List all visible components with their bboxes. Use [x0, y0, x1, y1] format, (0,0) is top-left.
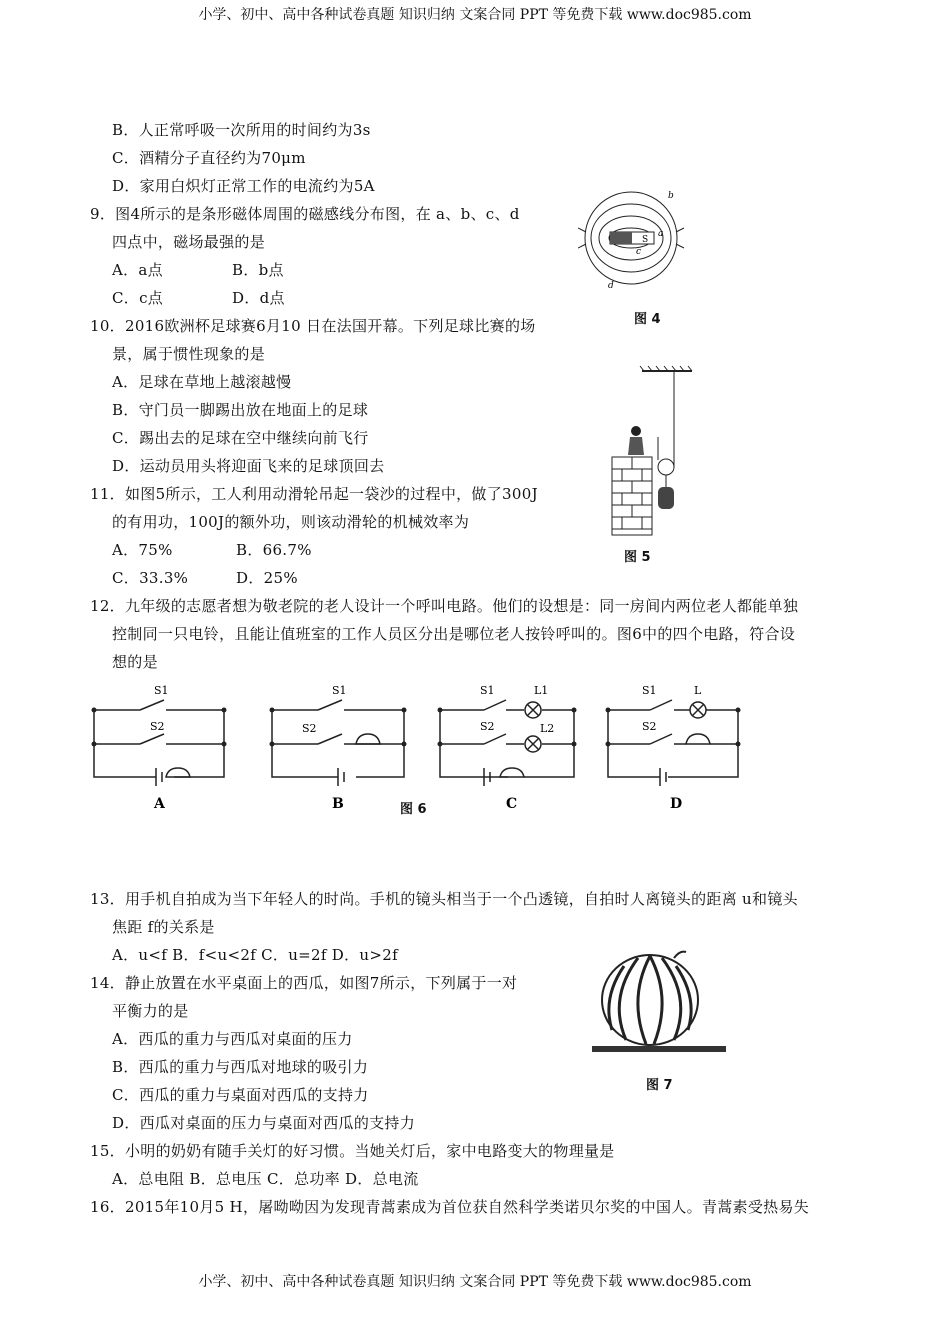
- figure-4-magnet-field: [578, 180, 688, 295]
- option-9c: C．c点: [112, 289, 164, 307]
- question-13: 13．用手机自拍成为当下年轻人的时尚。手机的镜头相当于一个凸透镜，自拍时人离镜头的距离 u和镜头: [90, 890, 798, 908]
- option-9b: B．b点: [232, 261, 284, 279]
- question-9-cont: 四点中，磁场最强的是: [112, 233, 266, 251]
- question-11-cont: 的有用功，100J的额外功，则该动滑轮的机械效率为: [112, 513, 470, 531]
- option-14a: A．西瓜的重力与西瓜对桌面的压力: [112, 1030, 353, 1048]
- circuit-d-s2: S2: [642, 720, 657, 733]
- question-9: 9．图4所示的是条形磁体周围的磁感线分布图，在 a、b、c、d: [90, 205, 520, 223]
- question-15: 15．小明的奶奶有随手关灯的好习惯。当她关灯后，家中电路变大的物理量是: [90, 1142, 615, 1160]
- option-8d: D．家用白炽灯正常工作的电流约为5A: [112, 177, 375, 195]
- option-11a: A．75%: [112, 541, 173, 559]
- figure-4-caption: 图 4: [634, 312, 661, 327]
- page-header: 小学、初中、高中各种试卷真题 知识归纳 文案合同 PPT 等免费下载 www.doc985.com: [198, 7, 752, 23]
- option-10a: A．足球在草地上越滚越慢: [112, 373, 292, 391]
- point-d-label: d: [608, 281, 614, 291]
- options-15: A．总电阻 B．总电压 C．总功率 D．总电流: [112, 1170, 419, 1188]
- point-c-label: c: [636, 247, 642, 257]
- question-12: 12．九年级的志愿者想为敬老院的老人设计一个呼叫电路。他们的设想是：同一房间内两位老人都能单独: [90, 597, 799, 615]
- question-13-cont: 焦距 f的关系是: [112, 918, 215, 936]
- circuit-a-label: A: [154, 796, 165, 812]
- point-b-label: b: [668, 191, 674, 201]
- circuit-b-s1: S1: [332, 684, 347, 697]
- option-9a: A．a点: [112, 261, 163, 279]
- question-12-cont: 控制同一只电铃，且能让值班室的工作人员区分出是哪位老人按铃呼叫的。图6中的四个电路，符合设: [112, 625, 796, 643]
- circuit-b-s2: S2: [302, 722, 317, 735]
- option-14c: C．西瓜的重力与桌面对西瓜的支持力: [112, 1086, 369, 1104]
- figure-5-caption: 图 5: [624, 550, 651, 565]
- option-11d: D．25%: [236, 569, 298, 587]
- circuit-a-s2: S2: [150, 720, 165, 733]
- figure-7-watermelon: [588, 948, 728, 1058]
- option-8c: C．酒精分子直径约为70μm: [112, 149, 306, 167]
- question-10: 10．2016欧洲杯足球赛6月10 日在法国开幕。下列足球比赛的场: [90, 317, 536, 335]
- question-14: 14．静止放置在水平桌面上的西瓜，如图7所示，下列属于一对: [90, 974, 518, 992]
- option-11c: C．33.3%: [112, 569, 189, 587]
- question-11: 11．如图5所示，工人利用动滑轮吊起一袋沙的过程中，做了300J: [90, 485, 538, 503]
- circuit-c-l1: L1: [534, 684, 549, 697]
- question-12-cont2: 想的是: [112, 653, 158, 671]
- circuit-d-label: D: [670, 796, 683, 812]
- figure-7-caption: 图 7: [646, 1078, 673, 1093]
- point-a-label: a: [658, 229, 664, 239]
- option-14b: B．西瓜的重力与西瓜对地球的吸引力: [112, 1058, 369, 1076]
- question-10-cont: 景，属于惯性现象的是: [112, 345, 266, 363]
- circuit-c-label: C: [506, 796, 518, 812]
- option-10d: D．运动员用头将迎面飞来的足球顶回去: [112, 457, 385, 475]
- circuit-d-l: L: [694, 684, 702, 697]
- circuit-a-s1: S1: [154, 684, 169, 697]
- options-13: A．u<f B．f<u<2f C．u=2f D．u>2f: [112, 946, 398, 964]
- question-16: 16．2015年10月5 H，屠呦呦因为发现青蒿素成为首位获自然科学类诺贝尔奖的中国人。青蒿素受热易失: [90, 1198, 810, 1216]
- option-10b: B．守门员一脚踢出放在地面上的足球: [112, 401, 369, 419]
- option-9d: D．d点: [232, 289, 285, 307]
- circuit-c-l2: L2: [540, 722, 555, 735]
- circuit-d-s1: S1: [642, 684, 657, 697]
- option-14d: D．西瓜对桌面的压力与桌面对西瓜的支持力: [112, 1114, 416, 1132]
- option-8b: B．人正常呼吸一次所用的时间约为3s: [112, 121, 371, 139]
- circuit-c-s2: S2: [480, 720, 495, 733]
- pole-s-label: S: [642, 235, 649, 245]
- circuit-c-s1: S1: [480, 684, 495, 697]
- circuit-b-label: B: [332, 796, 344, 812]
- figure-5-pulley: [600, 365, 700, 545]
- question-14-cont: 平衡力的是: [112, 1002, 189, 1020]
- option-11b: B．66.7%: [236, 541, 312, 559]
- page-footer: 小学、初中、高中各种试卷真题 知识归纳 文案合同 PPT 等免费下载 www.doc985.com: [198, 1274, 752, 1290]
- option-10c: C．踢出去的足球在空中继续向前飞行: [112, 429, 369, 447]
- figure-6-caption: 图 6: [400, 802, 427, 817]
